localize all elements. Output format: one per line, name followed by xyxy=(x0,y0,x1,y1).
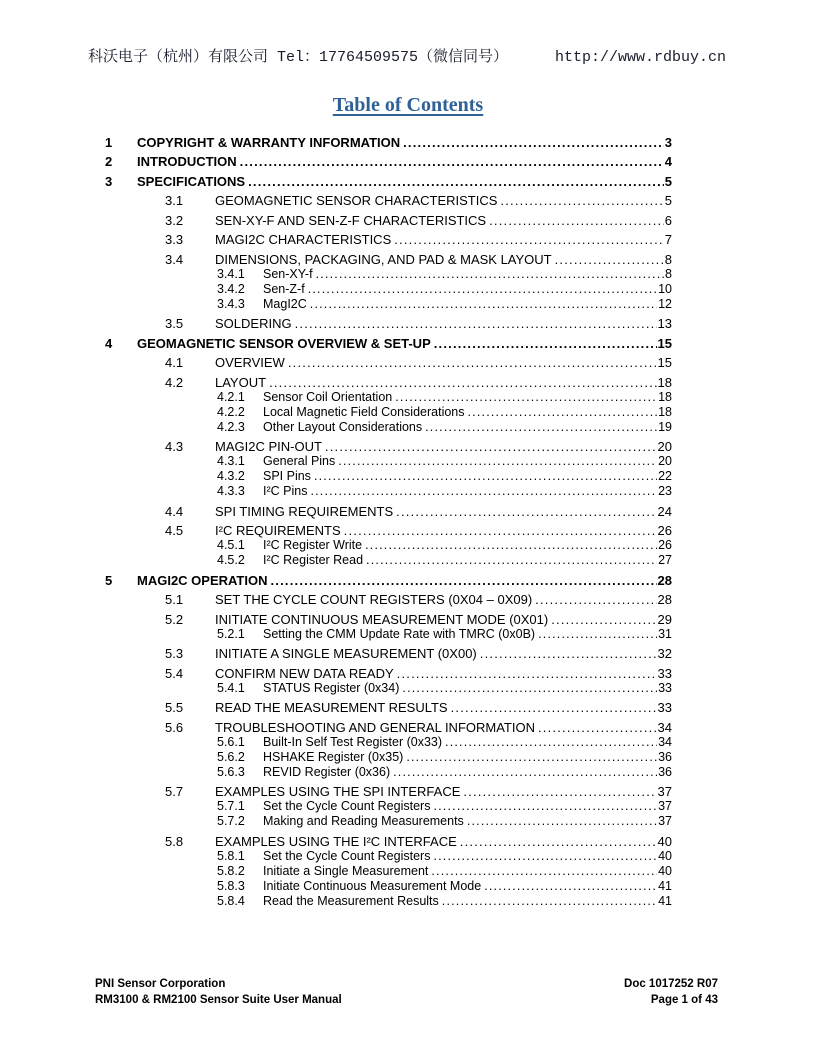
toc-entry-page: 8 xyxy=(664,251,672,267)
toc-entry-title: SET THE CYCLE COUNT REGISTERS (0X04 – 0X09) xyxy=(215,592,533,607)
toc-entry-number: 5.1 xyxy=(165,592,184,607)
toc-entry-title: Set the Cycle Count Registers xyxy=(263,848,431,863)
vendor-company-text: 科沃电子（杭州）有限公司 Tel：17764509575（微信同号） xyxy=(88,49,509,66)
toc-entry-4.5.2[interactable] xyxy=(105,553,672,568)
toc-leader-dots xyxy=(480,646,657,661)
toc-entry-5.8.2[interactable] xyxy=(105,864,672,879)
toc-entry-number: 3.4.3 xyxy=(217,296,245,311)
toc-entry-title: OVERVIEW xyxy=(215,355,285,370)
toc-leader-dots xyxy=(403,135,664,150)
toc-entry-number: 3.1 xyxy=(165,193,184,208)
toc-entry-5.7.1[interactable] xyxy=(105,799,672,814)
toc-list xyxy=(105,130,672,909)
toc-leader-dots xyxy=(442,894,657,909)
toc-entry-number: 3.2 xyxy=(165,212,184,228)
toc-entry-5.2.1[interactable] xyxy=(105,627,672,642)
toc-leader-dots xyxy=(310,484,657,499)
toc-leader-dots xyxy=(295,316,657,331)
toc-leader-dots xyxy=(463,784,656,799)
toc-entry-number: 5.6.1 xyxy=(217,734,245,749)
toc-leader-dots xyxy=(397,666,657,681)
toc-leader-dots xyxy=(325,439,657,454)
toc-entry-5.6.3[interactable] xyxy=(105,765,672,780)
toc-entry-page: 18 xyxy=(657,374,672,390)
toc-leader-dots xyxy=(240,154,664,169)
toc-entry-title: INTRODUCTION xyxy=(137,154,237,169)
toc-entry-page: 8 xyxy=(665,266,672,281)
toc-entry-title: Making and Reading Measurements xyxy=(263,814,464,828)
toc-entry-5.6.2[interactable] xyxy=(105,750,672,765)
toc-leader-dots xyxy=(484,879,657,894)
toc-entry-page: 4 xyxy=(664,154,672,169)
toc-entry-title: SPECIFICATIONS xyxy=(137,173,246,189)
toc-entry-page: 20 xyxy=(657,439,672,454)
toc-leader-dots xyxy=(365,538,657,553)
toc-entry-number: 5.8.4 xyxy=(217,893,245,908)
toc-entry-3.5[interactable] xyxy=(105,316,672,331)
toc-entry-4.2.3[interactable] xyxy=(105,420,672,435)
toc-entry-5.5[interactable] xyxy=(105,700,672,715)
toc-entry-4.5.1[interactable] xyxy=(105,538,672,553)
toc-entry-title: Sen-Z-f xyxy=(263,281,305,296)
toc-leader-dots xyxy=(310,297,657,312)
toc-entry-5.8.4[interactable] xyxy=(105,894,672,909)
toc-leader-dots xyxy=(538,720,657,735)
toc-entry-page: 40 xyxy=(658,848,672,863)
toc-entry-4.1[interactable] xyxy=(105,355,672,370)
toc-entry-number: 4.5 xyxy=(165,523,184,538)
toc-entry-title: HSHAKE Register (0x35) xyxy=(263,749,404,764)
toc-entry-page: 7 xyxy=(664,232,672,247)
toc-entry-5.4[interactable] xyxy=(105,666,672,681)
toc-entry-number: 5.6.3 xyxy=(217,764,245,779)
toc-entry-4.3.1[interactable] xyxy=(105,454,672,469)
toc-leader-dots xyxy=(434,336,657,351)
toc-leader-dots xyxy=(288,355,657,370)
toc-leader-dots xyxy=(468,405,658,420)
toc-entry-number: 5.4 xyxy=(165,665,184,681)
toc-entry-number: 4.5.1 xyxy=(217,538,245,552)
toc-entry-5.2[interactable] xyxy=(105,612,672,627)
toc-entry-title: Read the Measurement Results xyxy=(263,893,439,908)
toc-entry-3.1[interactable] xyxy=(105,193,672,208)
toc-leader-dots xyxy=(308,282,657,297)
toc-leader-dots xyxy=(271,573,657,588)
toc-entry-title: READ THE MEASUREMENT RESULTS xyxy=(215,700,448,715)
toc-entry-number: 5.6.2 xyxy=(217,749,245,764)
toc-entry-number: 5.2 xyxy=(165,611,184,627)
toc-entry-title: Sensor Coil Orientation xyxy=(263,389,393,404)
toc-entry-4.4[interactable] xyxy=(105,504,672,519)
toc-entry-page: 31 xyxy=(658,626,672,641)
toc-entry-page: 36 xyxy=(658,749,672,764)
toc-leader-dots xyxy=(396,504,656,519)
toc-entry-1[interactable] xyxy=(105,135,672,150)
toc-entry-number: 4.4 xyxy=(165,503,184,519)
toc-entry-title: EXAMPLES USING THE I²C INTERFACE xyxy=(215,833,457,849)
toc-entry-number: 5.8 xyxy=(165,833,184,849)
toc-entry-title: General Pins xyxy=(263,454,336,468)
toc-leader-dots xyxy=(344,523,657,538)
toc-entry-title: I²C Pins xyxy=(263,484,308,498)
toc-entry-number: 5.8.1 xyxy=(217,848,245,863)
toc-entry-page: 37 xyxy=(658,799,672,813)
toc-entry-page: 37 xyxy=(658,814,672,828)
toc-entry-title: MagI2C xyxy=(263,296,307,311)
toc-entry-page: 10 xyxy=(658,281,672,296)
toc-entry-4.2.2[interactable] xyxy=(105,405,672,420)
toc-entry-page: 40 xyxy=(658,863,672,878)
toc-entry-number: 4.3.2 xyxy=(217,469,245,483)
toc-entry-title: MAGI2C PIN-OUT xyxy=(215,439,322,454)
toc-leader-dots xyxy=(551,612,656,627)
toc-entry-5.3[interactable] xyxy=(105,646,672,661)
toc-entry-title: EXAMPLES USING THE SPI INTERFACE xyxy=(215,784,461,799)
toc-entry-5.6.1[interactable] xyxy=(105,735,672,750)
toc-entry-4.3.2[interactable] xyxy=(105,469,672,484)
toc-entry-5.6[interactable] xyxy=(105,720,672,735)
toc-entry-page: 41 xyxy=(658,893,672,908)
toc-entry-2[interactable] xyxy=(105,154,672,169)
toc-leader-dots xyxy=(314,469,657,484)
toc-entry-page: 22 xyxy=(658,469,672,483)
toc-entry-title: Setting the CMM Update Rate with TMRC (0x0B) xyxy=(263,626,536,641)
footer-doc-title: RM3100 & RM2100 Sensor Suite User Manual xyxy=(95,994,342,1006)
toc-entry-number: 1 xyxy=(105,134,113,150)
toc-entry-5.8.1[interactable] xyxy=(105,849,672,864)
footer-page-number: Page 1 of 43 xyxy=(650,994,718,1006)
toc-entry-page: 40 xyxy=(657,833,672,849)
toc-entry-title: REVID Register (0x36) xyxy=(263,764,391,779)
toc-entry-page: 19 xyxy=(658,419,672,434)
toc-entry-5.8[interactable] xyxy=(105,834,672,849)
toc-entry-number: 5.2.1 xyxy=(217,626,245,641)
toc-entry-page: 18 xyxy=(658,389,672,404)
toc-entry-number: 3.4.2 xyxy=(217,281,245,296)
toc-entry-title: Sen-XY-f xyxy=(263,266,313,281)
toc-entry-page: 32 xyxy=(657,646,672,661)
toc-entry-page: 5 xyxy=(664,173,672,189)
toc-entry-title: SEN-XY-F AND SEN-Z-F CHARACTERISTICS xyxy=(215,212,487,228)
toc-entry-number: 4.2.3 xyxy=(217,419,245,434)
toc-entry-page: 15 xyxy=(657,355,672,370)
toc-leader-dots xyxy=(394,232,664,247)
toc-entry-title: Built-In Self Test Register (0x33) xyxy=(263,734,443,749)
toc-entry-title: I²C Register Read xyxy=(263,553,364,567)
toc-entry-page: 15 xyxy=(657,335,672,351)
toc-entry-page: 12 xyxy=(658,296,672,311)
toc-entry-4.5[interactable] xyxy=(105,523,672,538)
toc-entry-title: INITIATE A SINGLE MEASUREMENT (0X00) xyxy=(215,646,477,661)
toc-entry-page: 41 xyxy=(658,878,672,893)
footer-doc-number: Doc 1017252 R07 xyxy=(624,978,718,990)
toc-entry-number: 5.4.1 xyxy=(217,680,245,695)
toc-entry-number: 5.7.1 xyxy=(217,799,245,813)
toc-entry-page: 3 xyxy=(664,134,672,150)
toc-entry-title: DIMENSIONS, PACKAGING, AND PAD & MASK LAYOUT xyxy=(215,251,552,267)
toc-leader-dots xyxy=(433,799,657,814)
toc-entry-number: 4.1 xyxy=(165,355,184,370)
toc-entry-number: 4.3.3 xyxy=(217,484,245,498)
toc-leader-dots xyxy=(467,814,657,829)
toc-entry-page: 24 xyxy=(657,503,672,519)
toc-entry-title: CONFIRM NEW DATA READY xyxy=(215,665,394,681)
toc-leader-dots xyxy=(460,834,657,849)
toc-entry-page: 36 xyxy=(658,764,672,779)
toc-entry-page: 18 xyxy=(658,404,672,419)
toc-entry-page: 26 xyxy=(658,538,672,552)
toc-leader-dots xyxy=(316,267,664,282)
toc-entry-number: 4.3.1 xyxy=(217,454,245,468)
toc-entry-title: MAGI2C OPERATION xyxy=(137,572,268,588)
toc-entry-title: SPI Pins xyxy=(263,469,311,483)
toc-entry-5.8.3[interactable] xyxy=(105,879,672,894)
footer-company: PNI Sensor Corporation xyxy=(95,978,226,990)
toc-entry-number: 5.8.3 xyxy=(217,878,245,893)
toc-entry-page: 6 xyxy=(664,212,672,228)
toc-leader-dots xyxy=(451,700,657,715)
toc-leader-dots xyxy=(402,681,657,696)
toc-entry-5.1[interactable] xyxy=(105,592,672,607)
toc-leader-dots xyxy=(489,213,664,228)
toc-entry-title: SOLDERING xyxy=(215,316,292,331)
toc-entry-title: Initiate a Single Measurement xyxy=(263,863,429,878)
toc-entry-5.7[interactable] xyxy=(105,784,672,799)
toc-leader-dots xyxy=(433,849,657,864)
toc-entry-page: 23 xyxy=(658,484,672,498)
toc-entry-number: 3.5 xyxy=(165,316,184,331)
toc-entry-title: GEOMAGNETIC SENSOR OVERVIEW & SET-UP xyxy=(137,335,431,351)
toc-entry-5.4.1[interactable] xyxy=(105,681,672,696)
page-title: Table of Contents xyxy=(332,94,484,116)
toc-entry-number: 3.4.1 xyxy=(217,266,245,281)
toc-leader-dots xyxy=(538,627,657,642)
toc-entry-number: 5.8.2 xyxy=(217,863,245,878)
toc-entry-4.3.3[interactable] xyxy=(105,484,672,499)
toc-leader-dots xyxy=(535,592,656,607)
toc-entry-4[interactable] xyxy=(105,336,672,351)
toc-entry-page: 33 xyxy=(658,680,672,695)
vendor-website-link[interactable]: http://www.rdbuy.cn xyxy=(554,49,726,66)
toc-entry-page: 33 xyxy=(657,700,672,715)
toc-entry-title: INITIATE CONTINUOUS MEASUREMENT MODE (0X01) xyxy=(215,611,549,627)
toc-entry-title: MAGI2C CHARACTERISTICS xyxy=(215,232,392,247)
toc-entry-3.4[interactable] xyxy=(105,252,672,267)
toc-entry-page: 29 xyxy=(657,611,672,627)
toc-leader-dots xyxy=(555,252,664,267)
footer-right-block xyxy=(624,976,718,1008)
toc-entry-title: TROUBLESHOOTING AND GENERAL INFORMATION xyxy=(215,719,535,735)
toc-entry-4.2.1[interactable] xyxy=(105,390,672,405)
toc-entry-3[interactable] xyxy=(105,174,672,189)
vendor-header xyxy=(88,45,726,66)
toc-entry-title: Initiate Continuous Measurement Mode xyxy=(263,878,482,893)
toc-entry-page: 34 xyxy=(658,734,672,749)
toc-entry-page: 34 xyxy=(657,719,672,735)
toc-entry-number: 3.3 xyxy=(165,232,184,247)
page-footer xyxy=(95,976,718,1008)
toc-entry-page: 5 xyxy=(664,193,672,208)
toc-entry-title: COPYRIGHT & WARRANTY INFORMATION xyxy=(137,134,401,150)
toc-entry-page: 37 xyxy=(657,784,672,799)
toc-entry-number: 5.5 xyxy=(165,700,184,715)
toc-leader-dots xyxy=(500,193,663,208)
toc-entry-number: 4.2 xyxy=(165,374,184,390)
toc-leader-dots xyxy=(425,420,657,435)
toc-entry-title: I²C Register Write xyxy=(263,538,363,552)
toc-entry-number: 4.2.2 xyxy=(217,404,245,419)
toc-entry-title: Set the Cycle Count Registers xyxy=(263,799,431,813)
toc-leader-dots xyxy=(445,735,657,750)
toc-leader-dots xyxy=(248,174,664,189)
toc-entry-number: 5.6 xyxy=(165,719,184,735)
toc-entry-title: Other Layout Considerations xyxy=(263,419,423,434)
toc-entry-title: Local Magnetic Field Considerations xyxy=(263,404,465,419)
toc-leader-dots xyxy=(269,375,656,390)
toc-leader-dots xyxy=(395,390,657,405)
toc-entry-page: 28 xyxy=(657,592,672,607)
toc-entry-number: 5.3 xyxy=(165,646,184,661)
toc-entry-3.3[interactable] xyxy=(105,232,672,247)
toc-entry-number: 4.5.2 xyxy=(217,553,245,567)
toc-entry-number: 5.7 xyxy=(165,784,184,799)
toc-entry-page: 20 xyxy=(658,454,672,468)
toc-entry-page: 28 xyxy=(657,572,672,588)
toc-leader-dots xyxy=(406,750,657,765)
toc-entry-page: 13 xyxy=(657,316,672,331)
toc-entry-number: 4 xyxy=(105,335,113,351)
toc-entry-number: 2 xyxy=(105,154,113,169)
toc-entry-5[interactable] xyxy=(105,573,672,588)
toc-entry-title: LAYOUT xyxy=(215,374,267,390)
toc-entry-3.4.2[interactable] xyxy=(105,282,672,297)
toc-entry-4.3[interactable] xyxy=(105,439,672,454)
toc-entry-title: STATUS Register (0x34) xyxy=(263,680,400,695)
toc-leader-dots xyxy=(393,765,657,780)
toc-entry-page: 33 xyxy=(657,665,672,681)
toc-entry-3.4.1[interactable] xyxy=(105,267,672,282)
toc-leader-dots xyxy=(338,454,657,469)
toc-leader-dots xyxy=(366,553,657,568)
toc-entry-number: 3.4 xyxy=(165,251,184,267)
toc-entry-5.7.2[interactable] xyxy=(105,814,672,829)
toc-entry-number: 4.2.1 xyxy=(217,389,245,404)
toc-entry-page: 26 xyxy=(657,523,672,538)
toc-entry-page: 27 xyxy=(658,553,672,567)
toc-entry-title: I²C REQUIREMENTS xyxy=(215,523,341,538)
toc-entry-4.2[interactable] xyxy=(105,375,672,390)
toc-entry-3.4.3[interactable] xyxy=(105,297,672,312)
toc-leader-dots xyxy=(431,864,657,879)
toc-entry-number: 5 xyxy=(105,572,113,588)
toc-entry-title: SPI TIMING REQUIREMENTS xyxy=(215,503,394,519)
toc-entry-number: 5.7.2 xyxy=(217,814,245,828)
toc-entry-number: 4.3 xyxy=(165,439,184,454)
footer-left-block xyxy=(95,976,342,1008)
toc-entry-number: 3 xyxy=(105,173,113,189)
toc-entry-title: GEOMAGNETIC SENSOR CHARACTERISTICS xyxy=(215,193,498,208)
toc-entry-3.2[interactable] xyxy=(105,213,672,228)
